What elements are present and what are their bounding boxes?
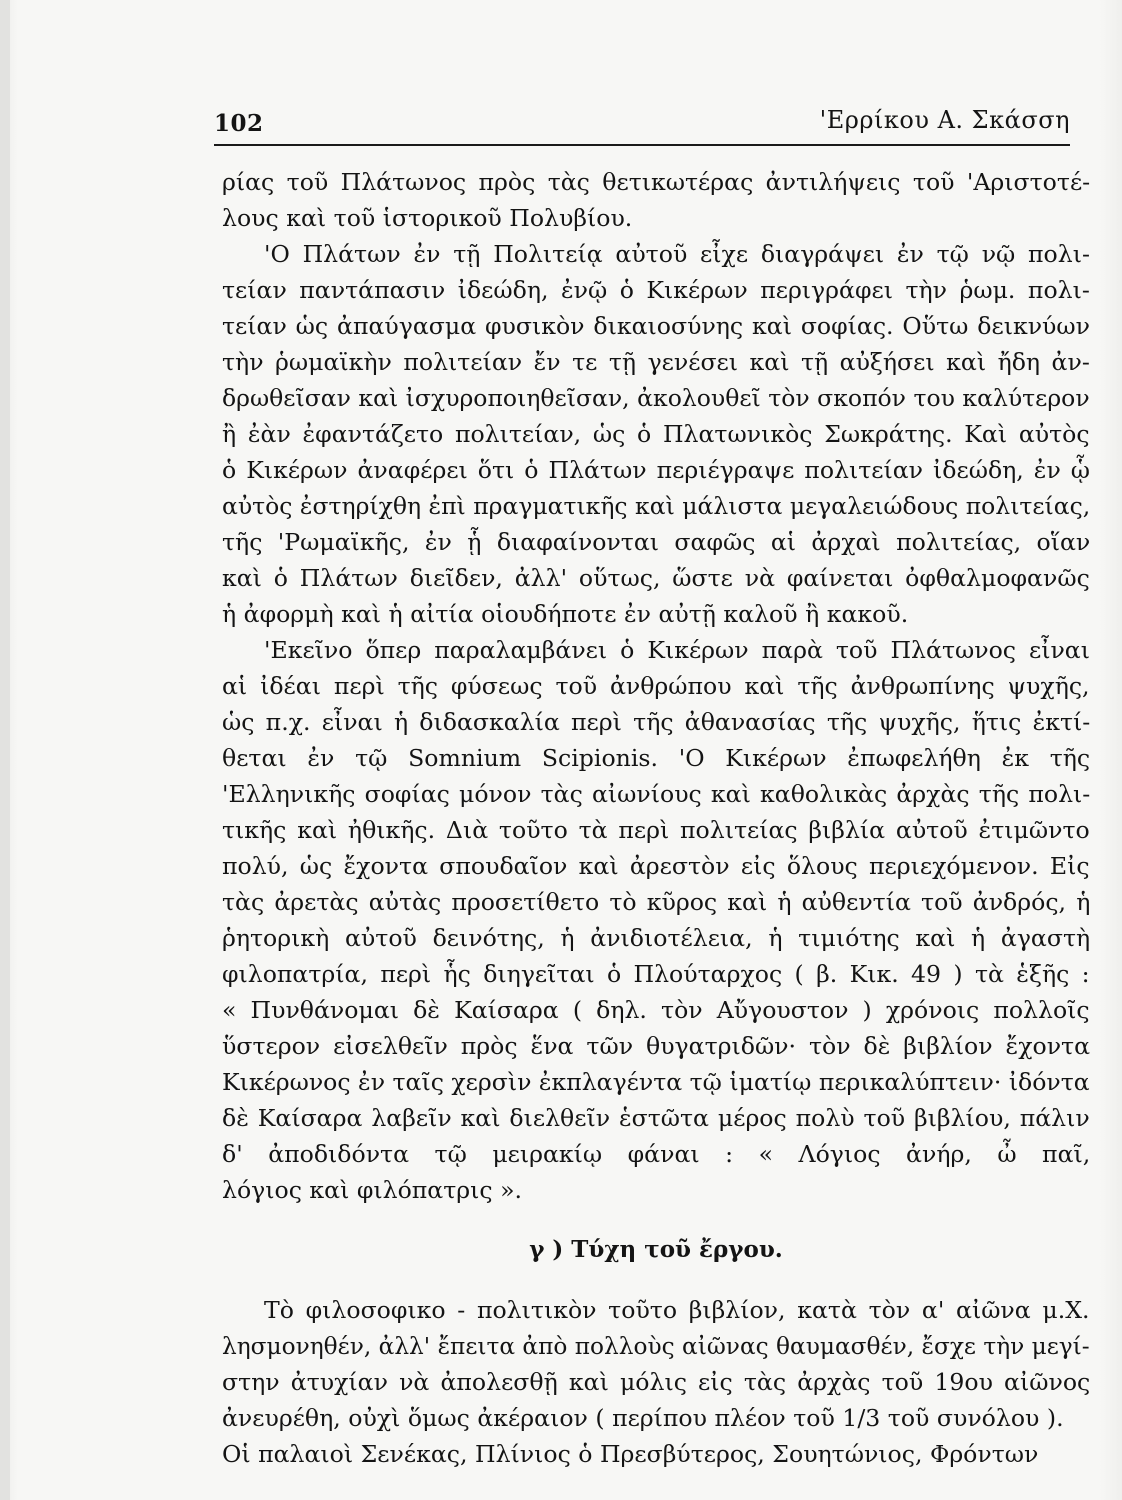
text-line: ἢ ἐὰν ἐφαντάζετο πολιτείαν, ὡς ὁ Πλατωνικὸς Σωκράτης. Καὶ αὐτὸς xyxy=(222,420,1090,448)
text-line: τείαν ὡς ἀπαύγασμα φυσικὸν δικαιοσύνης καὶ σοφίας. Οὕτω δεικνύων xyxy=(222,312,1090,340)
text-line: λους καὶ τοῦ ἱστορικοῦ Πολυβίου. xyxy=(222,204,633,232)
text-line: ἀνευρέθη, οὐχὶ ὅμως ἀκέραιον ( περίπου πλέον τοῦ 1/3 τοῦ συνόλου ). xyxy=(222,1404,1064,1432)
text-line: « Πυνθάνομαι δὲ Καίσαρα ( δηλ. τὸν Αὔγουστον ) χρόνοις πολλοῖς xyxy=(222,996,1090,1024)
text-line: δρωθεῖσαν καὶ ἰσχυροποιηθεῖσαν, ἀκολουθεῖ τὸν σκοπόν του καλύτερον xyxy=(222,384,1090,412)
text-line: Κικέρωνος ἐν ταῖς χερσὶν ἐκπλαγέντα τῷ ἱματίῳ περικαλύπτειν· ἰδόντα xyxy=(222,1068,1090,1096)
text-line: στην ἀτυχίαν νὰ ἀπολεσθῇ καὶ μόλις εἰς τὰς ἀρχὰς τοῦ 19ου αἰῶνος xyxy=(222,1368,1091,1396)
text-line: δ' ἀποδιδόντα τῷ μειρακίῳ φάναι : « Λόγιος ἀνήρ, ὦ παῖ, xyxy=(222,1140,1091,1168)
text-line: αἱ ἰδέαι περὶ τῆς φύσεως τοῦ ἀνθρώπου καὶ τῆς ἀνθρωπίνης ψυχῆς, xyxy=(222,672,1090,700)
text-line: δὲ Καίσαρα λαβεῖν καὶ διελθεῖν ἑστῶτα μέρος πολὺ τοῦ βιβλίου, πάλιν xyxy=(222,1104,1090,1132)
text-line: αὐτὸς ἐστηρίχθη ἐπὶ πραγματικῆς καὶ μάλιστα μεγαλειώδους πολιτείας, xyxy=(222,492,1091,520)
text-line: τικῆς καὶ ἠθικῆς. Διὰ τοῦτο τὰ περὶ πολιτείας βιβλία αὐτοῦ ἐτιμῶντο xyxy=(222,816,1090,844)
page-number: 102 xyxy=(214,110,264,137)
text-line: τὰς ἀρετὰς αὐτὰς προσετίθετο τὸ κῦρος καὶ ἡ αὐθεντία τοῦ ἀνδρός, ἡ xyxy=(222,888,1091,916)
text-line: τείαν παντάπασιν ἰδεώδη, ἐνῷ ὁ Κικέρων περιγράφει τὴν ῥωμ. πολι- xyxy=(222,276,1090,304)
text-line: λησμονηθέν, ἀλλ' ἔπειτα ἀπὸ πολλοὺς αἰῶνας θαυμασθέν, ἔσχε τὴν μεγί- xyxy=(222,1332,1090,1360)
text-line: καὶ ὁ Πλάτων διεῖδεν, ἀλλ' οὕτως, ὥστε νὰ φαίνεται ὀφθαλμοφανῶς xyxy=(222,564,1090,592)
paragraph-start-line: 'Εκεῖνο ὅπερ παραλαμβάνει ὁ Κικέρων παρὰ τοῦ Πλάτωνος εἶναι xyxy=(264,636,1090,664)
paragraph-start-line: Τὸ φιλοσοφικο - πολιτικὸν τοῦτο βιβλίον, κατὰ τὸν α' αἰῶνα μ.Χ. xyxy=(264,1296,1090,1324)
text-line: τῆς 'Ρωμαϊκῆς, ἐν ᾗ διαφαίνονται σαφῶς αἱ ἀρχαὶ πολιτείας, οἵαν xyxy=(222,528,1091,556)
text-line: ρίας τοῦ Πλάτωνος πρὸς τὰς θετικωτέρας ἀντιλήψεις τοῦ 'Αριστοτέ- xyxy=(222,168,1091,196)
text-line: τὴν ῥωμαϊκὴν πολιτείαν ἔν τε τῇ γενέσει καὶ τῇ αὐξήσει καὶ ἤδη ἀν- xyxy=(222,348,1090,376)
paragraph-start-line: 'Ο Πλάτων ἐν τῇ Πολιτείᾳ αὐτοῦ εἶχε διαγράψει ἐν τῷ νῷ πολι- xyxy=(264,240,1090,268)
text-line: Οἱ παλαιοὶ Σενέκας, Πλίνιος ὁ Πρεσβύτερος, Σουητώνιος, Φρόντων xyxy=(222,1440,1039,1468)
running-head: 'Ερρίκου Α. Σκάσση xyxy=(819,106,1070,134)
text-line: ὁ Κικέρων ἀναφέρει ὅτι ὁ Πλάτων περιέγραψε πολιτείαν ἰδεώδη, ἐν ᾧ xyxy=(222,456,1091,484)
text-line: πολύ, ὡς ἔχοντα σπουδαῖον καὶ ἀρεστὸν εἰς ὅλους περιεχόμενον. Εἰς xyxy=(222,852,1090,880)
page-gutter-shadow xyxy=(0,0,10,1500)
page-header xyxy=(214,100,1070,146)
text-line: λόγιος καὶ φιλόπατρις ». xyxy=(222,1176,523,1204)
text-line: ὕστερον εἰσελθεῖν πρὸς ἕνα τῶν θυγατριδῶν· τὸν δὲ βιβλίον ἔχοντα xyxy=(222,1032,1091,1060)
text-line: φιλοπατρία, περὶ ἧς διηγεῖται ὁ Πλούταρχος ( β. Κικ. 49 ) τὰ ἑξῆς : xyxy=(222,960,1090,988)
text-line: ὡς π.χ. εἶναι ἡ διδασκαλία περὶ τῆς ἀθανασίας τῆς ψυχῆς, ἥτις ἐκτί- xyxy=(222,708,1091,736)
text-line: θεται ἐν τῷ Somnium Scipionis. 'Ο Κικέρων ἐπωφελήθη ἐκ τῆς xyxy=(222,744,1091,772)
text-line: 'Ελληνικῆς σοφίας μόνον τὰς αἰωνίους καὶ καθολικὰς ἀρχὰς τῆς πολι- xyxy=(222,780,1091,808)
section-heading: γ ) Τύχη τοῦ ἔργου. xyxy=(529,1236,783,1263)
text-line: ῥητορικὴ αὐτοῦ δεινότης, ἡ ἀνιδιοτέλεια, ἡ τιμιότης καὶ ἡ ἀγαστὴ xyxy=(222,924,1091,952)
text-line: ἡ ἀφορμὴ καὶ ἡ αἰτία οἱουδήποτε ἐν αὐτῇ καλοῦ ἢ κακοῦ. xyxy=(222,600,909,628)
